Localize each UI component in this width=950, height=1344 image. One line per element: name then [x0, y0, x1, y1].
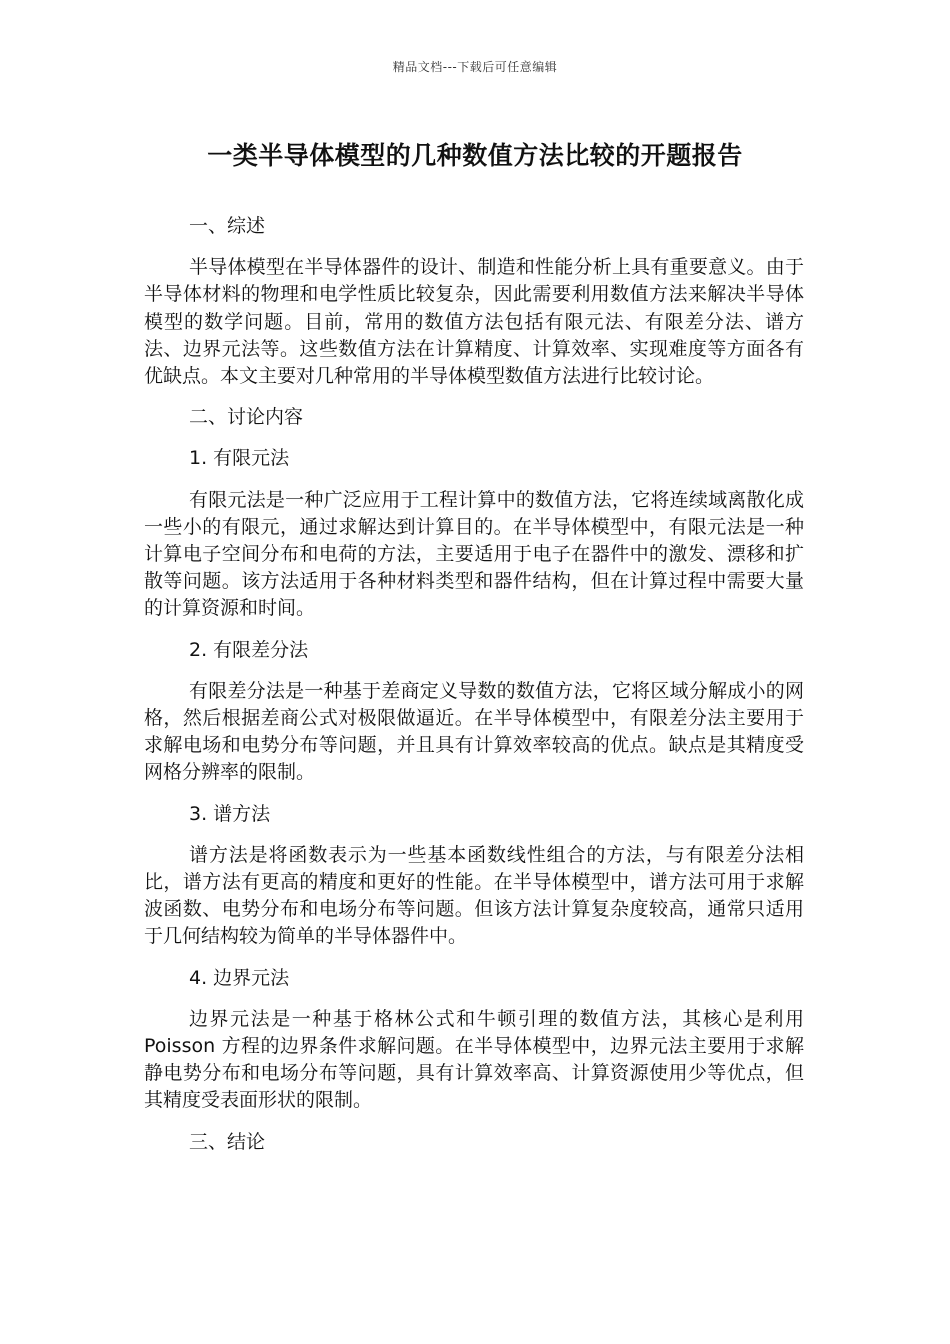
paragraph-overview: 半导体模型在半导体器件的设计、制造和性能分析上具有重要意义。由于半导体材料的物理和电学性质比较复杂，因此需要利用数值方法来解决半导体模型的数学问题。目前，常用的数值方法包括有限元法、有限差分法、谱方法、边界元法等。这些数值方法在计算精度、计算效率、实现难度等方面各有优缺点。本文主要对几种常用的半导体模型数值方法进行比较讨论。: [144, 256, 804, 388]
paragraph-fem: 有限元法是一种广泛应用于工程计算中的数值方法，它将连续域离散化成一些小的有限元，通过求解达到计算目的。在半导体模型中，有限元法是一种计算电子空间分布和电荷的方法，主要适用于电子在器件中的激发、漂移和扩散等问题。该方法适用于各种材料类型和器件结构，但在计算过程中需要大量的计算资源和时间。: [144, 488, 804, 620]
section-heading-conclusion: 三、结论: [189, 1130, 266, 1153]
subsection-heading-spectral: 3. 谱方法: [189, 802, 271, 825]
document-title: 一类半导体模型的几种数值方法比较的开题报告: [207, 141, 743, 170]
paragraph-spectral: 谱方法是将函数表示为一些基本函数线性组合的方法，与有限差分法相比，谱方法有更高的精度和更好的性能。在半导体模型中，谱方法可用于求解波函数、电势分布和电场分布等问题。但该方法计算复杂度较高，通常只适用于几何结构较为简单的半导体器件中。: [144, 843, 804, 948]
document-body: [144, 213, 804, 1170]
paragraph-bem: 边界元法是一种基于格林公式和牛顿引理的数值方法，其核心是利用 Poisson 方程的边界条件求解问题。在半导体模型中，边界元法主要用于求解静电势分布和电场分布等问题，具有计算效率高、计算资源使用少等优点，但其精度受表面形状的限制。: [144, 1007, 804, 1112]
subsection-heading-fdm: 2. 有限差分法: [189, 638, 309, 661]
paragraph-fdm: 有限差分法是一种基于差商定义导数的数值方法，它将区域分解成小的网格，然后根据差商公式对极限做逼近。在半导体模型中，有限差分法主要用于求解电场和电势分布等问题，并且具有计算效率较高的优点。缺点是其精度受网格分辨率的限制。: [144, 679, 804, 784]
section-heading-overview: 一、综述: [189, 215, 266, 237]
subsection-heading-bem: 4. 边界元法: [189, 966, 290, 989]
header-note: 精品文档---下载后可任意编辑: [392, 60, 558, 74]
subsection-heading-fem: 1. 有限元法: [189, 447, 290, 470]
section-heading-discussion: 二、讨论内容: [189, 406, 304, 429]
